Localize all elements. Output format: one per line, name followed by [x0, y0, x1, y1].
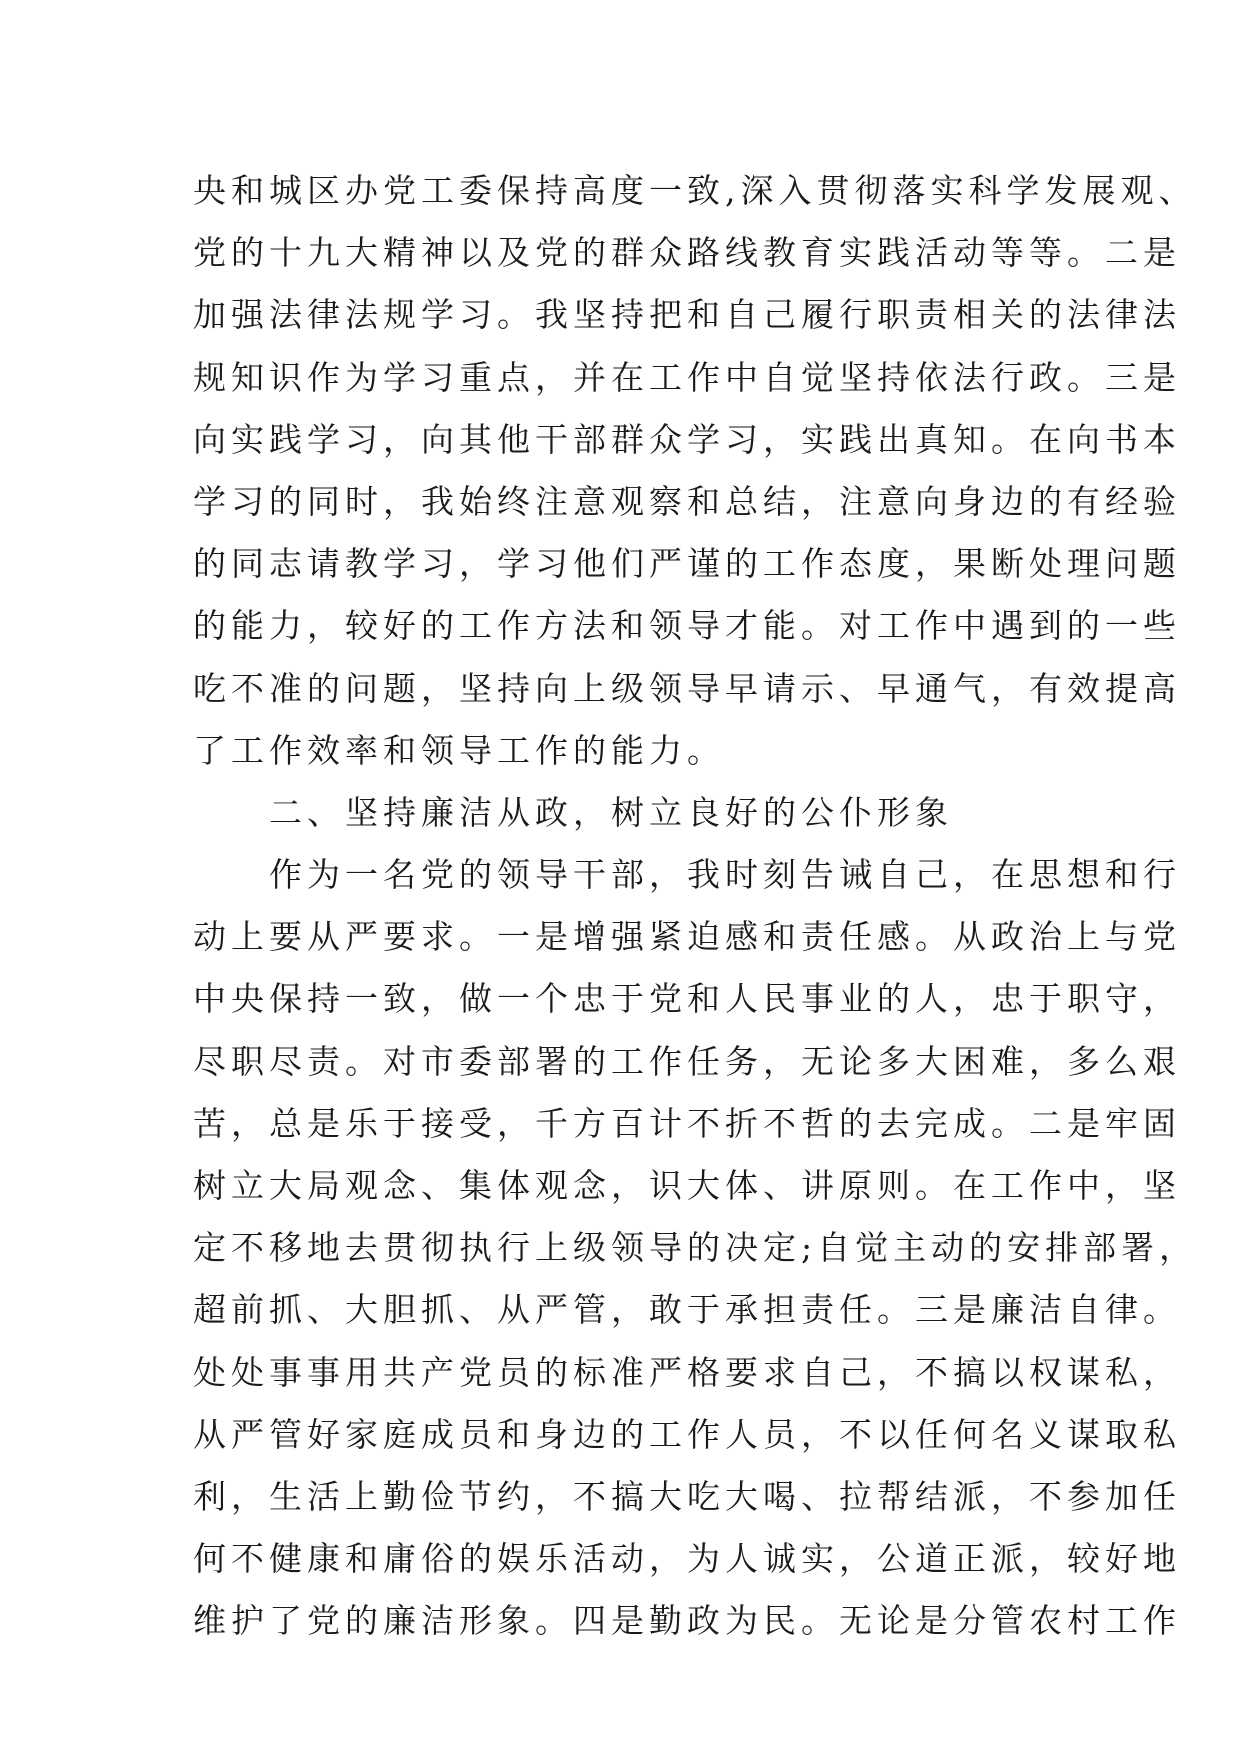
text-line: 学习的同时，我始终注意观察和总结，注意向身边的有经验	[193, 481, 1181, 521]
section-heading: 二、坚持廉洁从政，树立良好的公仆形象	[193, 792, 953, 832]
text-line: 定不移地去贯彻执行上级领导的决定;自觉主动的安排部署，	[193, 1228, 1198, 1268]
text-line: 树立大局观念、集体观念，识大体、讲原则。在工作中，坚	[193, 1166, 1181, 1205]
document-body	[193, 160, 1198, 1653]
text-line: 动上要从严要求。一是增强紧迫感和责任感。从政治上与党	[193, 917, 1181, 957]
text-line: 苦，总是乐于接受，千方百计不折不哲的去完成。二是牢固	[193, 1103, 1181, 1143]
text-line: 的能力，较好的工作方法和领导才能。对工作中遇到的一些	[193, 606, 1181, 646]
text-line: 了工作效率和领导工作的能力。	[193, 730, 725, 770]
text-line: 向实践学习，向其他干部群众学习，实践出真知。在向书本	[193, 419, 1181, 459]
text-line: 吃不准的问题，坚持向上级领导早请示、早通气，有效提高	[193, 668, 1181, 708]
text-line: 处处事事用共产党员的标准严格要求自己，不搞以权谋私，	[193, 1352, 1181, 1392]
text-line: 中央保持一致，做一个忠于党和人民事业的人，忠于职守，	[193, 979, 1181, 1019]
text-line: 从严管好家庭成员和身边的工作人员，不以任何名义谋取私	[193, 1414, 1181, 1454]
text-line: 加强法律法规学习。我坚持把和自己履行职责相关的法律法	[193, 295, 1181, 335]
text-line: 维护了党的廉洁形象。四是勤政为民。无论是分管农村工作	[193, 1601, 1181, 1641]
text-line: 利，生活上勤俭节约，不搞大吃大喝、拉帮结派，不参加任	[193, 1476, 1181, 1516]
text-line: 党的十九大精神以及党的群众路线教育实践活动等等。二是	[193, 233, 1181, 273]
text-line: 的同志请教学习，学习他们严谨的工作态度，果断处理问题	[193, 544, 1181, 584]
text-line: 何不健康和庸俗的娱乐活动，为人诚实，公道正派，较好地	[193, 1539, 1181, 1579]
text-line: 规知识作为学习重点，并在工作中自觉坚持依法行政。三是	[193, 357, 1181, 397]
text-line: 尽职尽责。对市委部署的工作任务，无论多大困难，多么艰	[193, 1041, 1181, 1081]
text-line: 作为一名党的领导干部，我时刻告诫自己，在思想和行	[193, 855, 1181, 895]
text-line: 超前抓、大胆抓、从严管，敢于承担责任。三是廉洁自律。	[193, 1290, 1181, 1330]
text-line: 央和城区办党工委保持高度一致,深入贯彻落实科学发展观、	[193, 171, 1197, 210]
